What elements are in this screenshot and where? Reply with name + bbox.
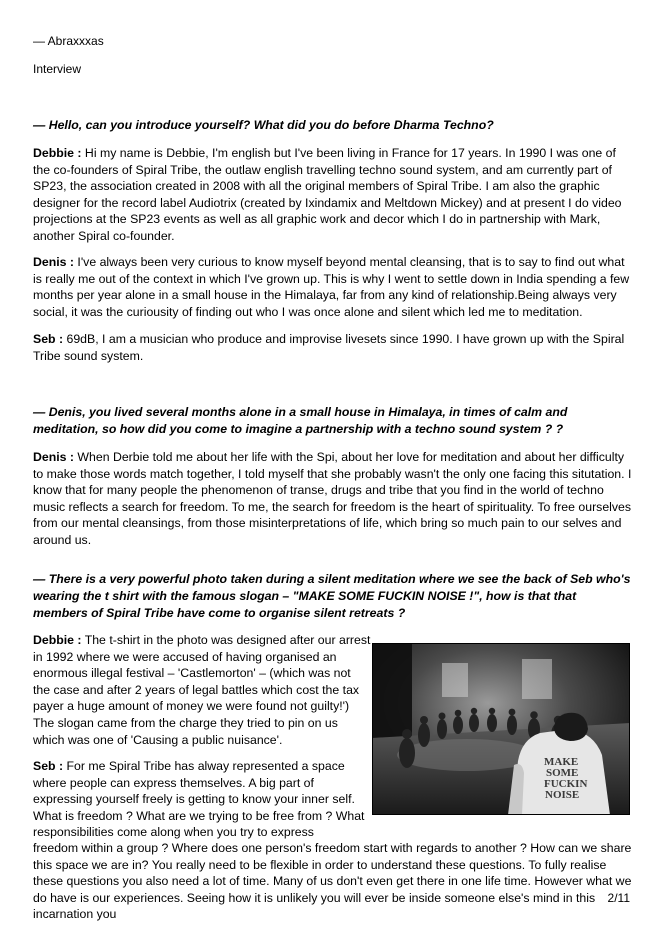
answer-denis-2 xyxy=(33,449,633,549)
speaker-label: Denis : xyxy=(33,450,74,464)
answer-debbie-1 xyxy=(33,145,633,245)
speaker-label: Seb : xyxy=(33,332,64,346)
answer-text: When Derbie told me about her life with the Spi, about her love for meditation and about her difficulty to make those words match together, I told myself that she probably wasn't the only one facing this situtation. I know that for many people the phenomenon of transe, drugs and tribe that you find in the world of techno music reflects a search for freedom. To me, the search for freedom is the heart of spirituality. To free ourselves from our mental cleansings, from those misinterpretations of life, which bring so much pain to our selves and around us. xyxy=(33,450,632,547)
page-number: 2/11 xyxy=(607,891,630,905)
tshirt-slogan-line: MAKE xyxy=(544,756,579,768)
answer-debbie-3 xyxy=(33,632,371,748)
answer-text: I've always been very curious to know myself beyond mental cleansing, that is to say to find out what is really me out of the context in which I've grown up. This is why I went to settle down in India spending a few months per year alone in a small house in the Himalaya, far from any kind of relationship.Being always very social, it was the curiousity of finding out who I was once alone and silent which led me to meditation. xyxy=(33,255,630,319)
answer-seb-3-continued: freedom within a group ? Where does one person's freedom start with regards to another ? How can we share this space we are in? You really need to be flexible in order to understand these questions. To fully realise these questions you also need a lot of time. Many of us don't even get there in one life time. However what we do have is our experiences. Seeing how it is unlikely you will ever be inside someone else's mind in this incarnation you xyxy=(33,841,632,922)
meditation-photo-image xyxy=(372,643,630,815)
speaker-label: Denis : xyxy=(33,255,74,269)
tshirt-slogan-line: NOISE xyxy=(545,789,580,801)
meditation-photo xyxy=(372,643,630,815)
question-3: — There is a very powerful photo taken during a silent meditation where we see the back of Seb who's wearing the t shirt with the famous slogan – "MAKE SOME FUCKIN NOISE !", how is that that members of Spiral Tribe have come to organise silent retreats ? xyxy=(33,572,631,620)
tshirt-slogan-line: SOME xyxy=(546,767,579,779)
answer-seb-1 xyxy=(33,331,633,364)
speaker-label: Debbie : xyxy=(33,633,82,647)
author-line: — Abraxxxas xyxy=(33,34,104,48)
answer-text: Hi my name is Debbie, I'm english but I've been living in France for 17 years. In 1990 I was one of the co-founders of Spiral Tribe, the outlaw english travelling techno sound system, and am currently part of SP23, the association created in 2008 with all the original members of Spiral Tribe. I am also the graphic designer for the record label Audiotrix (created by Ixindamix and Meltdown Mickey) and at present I do video projections at the SP23 events as well as all graphic work and decor which I do in partnership with Mark, another Spiral co-founder. xyxy=(33,146,622,243)
answer-text: The t-shirt in the photo was designed after our arrest in 1992 where we were accused of having organised an enormous illegal festival – 'Castlemorton' – (which was not the case and after 2 years of legal battles which cost the tax payer a huge amount of money we were found not guilty!') The slogan came from the charge they tried to pin on us which was one of 'Causing a public nuisance'. xyxy=(33,633,371,747)
question-1: — Hello, can you introduce yourself? What did you do before Dharma Techno? xyxy=(33,118,494,132)
tshirt-slogan-line: FUCKIN xyxy=(544,778,588,790)
answer-denis-1 xyxy=(33,254,633,320)
speaker-label: Debbie : xyxy=(33,146,82,160)
answer-text: 69dB, I am a musician who produce and improvise livesets since 1990. I have grown up with the Spiral Tribe sound system. xyxy=(33,332,625,363)
section-label: Interview xyxy=(33,62,82,76)
answer-text: For me Spiral Tribe has alway represented a space where people can express themselves. A big part of expressing yourself freely is getting to know your inner self. What is freedom ? What are we trying to be free from ? What responsibilities come along when you try to express xyxy=(33,759,365,840)
speaker-label: Seb : xyxy=(33,759,64,773)
answer-seb-3 xyxy=(33,758,371,841)
question-2: — Denis, you lived several months alone in a small house in Himalaya, in times of calm and meditation, so how did you come to imagine a partnership with a techno sound system ? ? xyxy=(33,405,568,436)
